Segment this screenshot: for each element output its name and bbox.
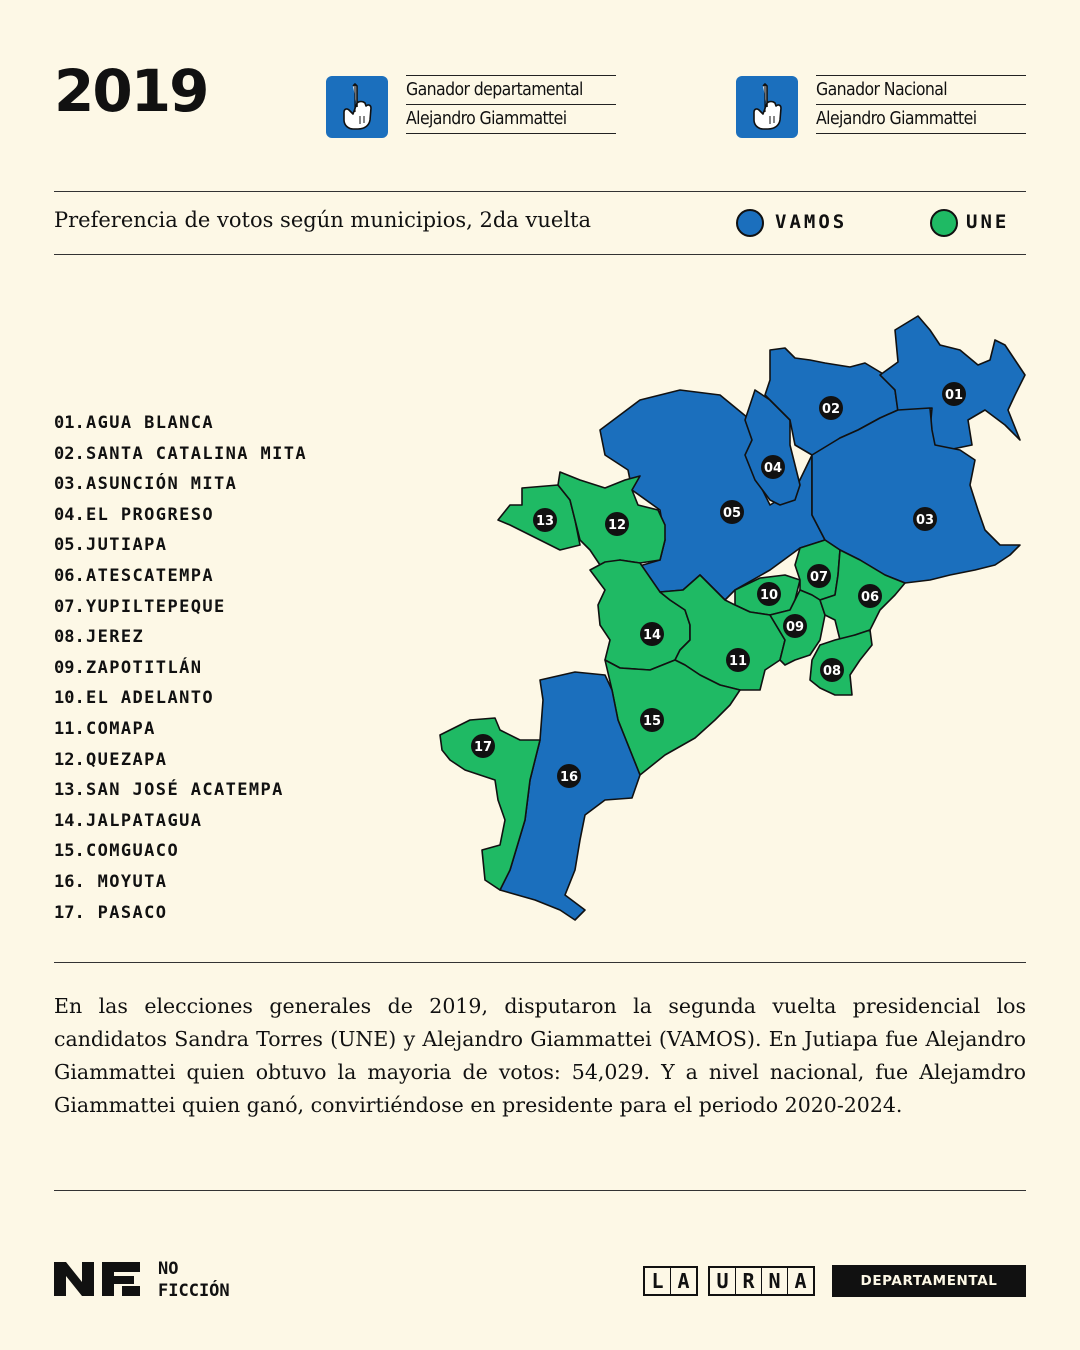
departamental-badge: DEPARTAMENTAL xyxy=(832,1265,1026,1297)
map-marker xyxy=(820,658,844,682)
map-marker xyxy=(783,614,807,638)
map-marker-label: 14 xyxy=(642,628,662,643)
legend-label-vamos: VAMOS xyxy=(775,211,848,233)
map-marker-label: 11 xyxy=(728,654,748,669)
municipality-number: 14. xyxy=(54,810,85,831)
municipality-number: 01. xyxy=(54,413,85,433)
municipality-number: 13. xyxy=(54,780,85,801)
map-marker xyxy=(640,708,664,732)
municipality-name: EL PROGRESO xyxy=(86,504,214,525)
municipality-name: YUPILTEPEQUE xyxy=(86,596,226,617)
map-marker-label: 07 xyxy=(809,570,829,585)
departmental-winner-name: Alejandro Giammattei xyxy=(406,104,616,134)
municipality-name: ZAPOTITLÁN xyxy=(86,657,203,678)
map-marker xyxy=(726,648,750,672)
map-marker-label: 03 xyxy=(915,513,935,528)
map-marker-label: 02 xyxy=(821,402,841,417)
divider xyxy=(54,962,1026,963)
map-marker xyxy=(605,512,629,536)
map-marker xyxy=(471,734,495,758)
municipality-number: 16. xyxy=(54,871,85,892)
municipality-name: PASACO xyxy=(86,902,168,923)
municipality-name: ASUNCIÓN MITA xyxy=(86,474,238,495)
national-winner-label: Ganador Nacional xyxy=(816,75,1026,104)
municipality-number: 15. xyxy=(54,841,85,862)
municipality-number: 09. xyxy=(54,657,85,678)
nf-logo-icon xyxy=(54,1262,144,1296)
municipality-number: 03. xyxy=(54,474,85,495)
municipality-number: 06. xyxy=(54,565,85,586)
no-ficcion-wordmark xyxy=(158,1258,230,1302)
nf-text-line-1: NO xyxy=(158,1259,179,1279)
nf-text-line-2: FICCIÓN xyxy=(158,1281,230,1301)
map-marker-label: 16 xyxy=(559,770,579,785)
municipality-name: SANTA CATALINA MITA xyxy=(86,443,308,464)
map-marker-label: 08 xyxy=(822,664,842,679)
subtitle: Preferencia de votos según municipios, 2da vuelta xyxy=(54,208,591,232)
description-paragraph: En las elecciones generales de 2019, disputaron la segunda vuelta presidencial los candidatos Sandra Torres (UNE) y Alejandro Giammattei (VAMOS). En Jutiapa fue Alejandro Giammattei quien obtuvo la mayoria de votos: 54,029. Y a nivel nacional, fue Alejamdro Giammattei quien ganó, convirtiéndose en presidente para el periodo 2020-2024. xyxy=(54,994,1026,1117)
legend-label-une: UNE xyxy=(966,211,1010,233)
municipality-name: EL ADELANTO xyxy=(86,688,214,709)
municipality-number: 12. xyxy=(54,749,85,770)
urna-letter: A xyxy=(677,1269,690,1293)
map-marker-label: 15 xyxy=(642,714,662,729)
municipality-number: 17. xyxy=(54,902,85,923)
municipality-name: COMAPA xyxy=(86,718,156,739)
municipality-number: 02. xyxy=(54,443,85,464)
map-marker xyxy=(913,507,937,531)
map-marker xyxy=(720,500,744,524)
map-marker-label: 06 xyxy=(860,590,880,605)
municipality-name: ATESCATEMPA xyxy=(86,565,214,586)
municipality-name: SAN JOSÉ ACATEMPA xyxy=(86,780,284,801)
map-marker xyxy=(757,582,781,606)
map-marker-label: 10 xyxy=(759,588,779,603)
municipality-number: 11. xyxy=(54,718,85,739)
municipality-name: JEREZ xyxy=(86,627,145,648)
no-ficcion-logo[interactable] xyxy=(54,1262,144,1300)
la-urna-logo-la xyxy=(643,1266,698,1296)
map-marker-label: 09 xyxy=(785,620,805,635)
municipality-number: 04. xyxy=(54,504,85,525)
map-marker-label: 17 xyxy=(473,740,493,755)
urna-letter: U xyxy=(710,1268,736,1294)
municipality-name: JALPATAGUA xyxy=(86,810,203,831)
urna-letter: A xyxy=(794,1269,807,1293)
municipality-name: COMGUACO xyxy=(86,841,180,862)
map-marker xyxy=(819,396,843,420)
map-marker xyxy=(761,455,785,479)
map-marker xyxy=(557,764,581,788)
municipality-name: JUTIAPA xyxy=(86,535,168,556)
la-urna-logo-urna xyxy=(708,1266,815,1296)
map-marker-label: 04 xyxy=(763,461,783,476)
map-marker xyxy=(533,508,557,532)
urna-letter: L xyxy=(645,1268,671,1294)
urna-letter: R xyxy=(736,1268,762,1294)
urna-letter: N xyxy=(762,1268,788,1294)
municipality-number: 05. xyxy=(54,535,85,556)
map-marker xyxy=(858,584,882,608)
map-marker xyxy=(807,564,831,588)
map-marker-label: 05 xyxy=(722,506,742,521)
departmental-winner-label: Ganador departamental xyxy=(406,75,616,104)
municipality-number: 07. xyxy=(54,596,85,617)
national-winner-name: Alejandro Giammattei xyxy=(816,104,1026,134)
municipality-name: QUEZAPA xyxy=(86,749,168,770)
year-title: 2019 xyxy=(54,57,208,125)
municipality-name: MOYUTA xyxy=(86,871,168,892)
map-marker-label: 01 xyxy=(944,388,964,403)
municipality-number: 10. xyxy=(54,688,85,709)
municipality-number: 08. xyxy=(54,627,85,648)
map-marker-label: 13 xyxy=(535,514,555,529)
map-marker xyxy=(640,622,664,646)
municipality-name: AGUA BLANCA xyxy=(86,413,214,433)
divider xyxy=(54,1190,1026,1191)
map-marker-label: 12 xyxy=(607,518,627,533)
map-marker xyxy=(942,382,966,406)
